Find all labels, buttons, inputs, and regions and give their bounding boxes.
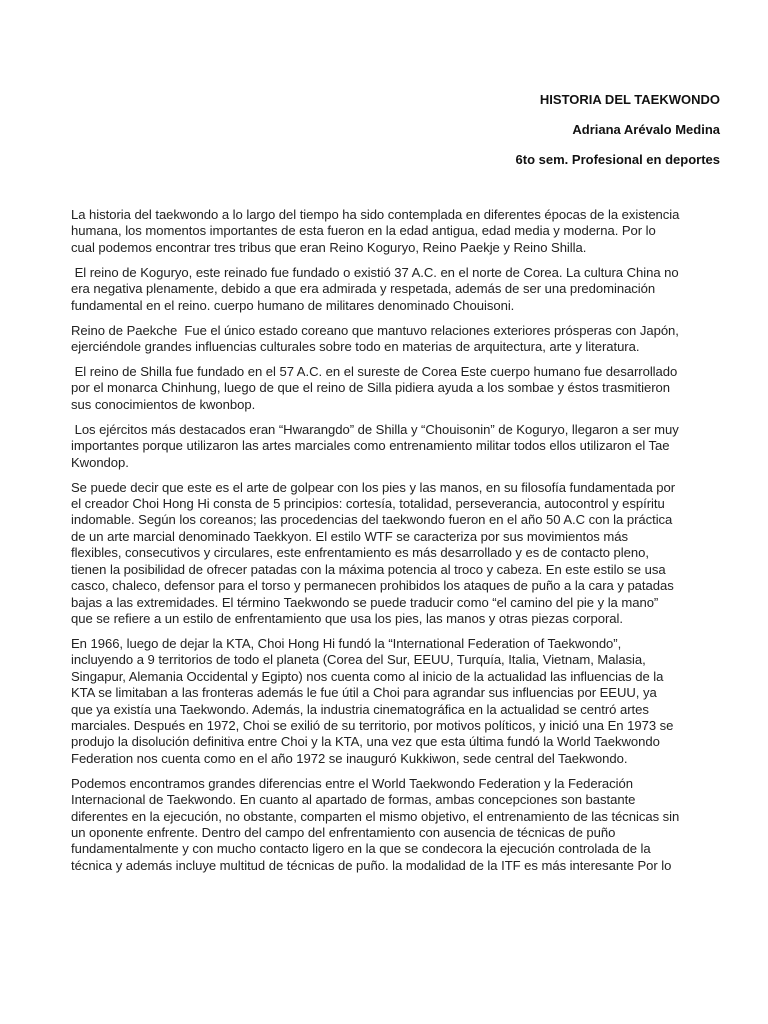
document-header [516,92,720,167]
document-title: HISTORIA DEL TAEKWONDO [539,92,720,107]
paragraph-paekche: Reino de Paekche Fue el único estado coreano que mantuvo relaciones exteriores prósperas con Japón, ejerciéndole grandes influencias culturales sobre todo en materias de arquitectura, arte y literatura. [71,322,679,355]
paragraph-itf-founding: En 1966, luego de dejar la KTA, Choi Hong Hi fundó la “International Federation of Taekwondo”, incluyendo a 9 territorios de todo el planeta (Corea del Sur, EEUU, Turquía, Italia, Vietnam, Malasia, Singapur, Alemania Occidental y Egipto) nos cuenta como al inicio de la actualidad las influencias de la KTA se limitaban a las fronteras además le fue útil a Choi para agrandar sus influencias por EEUU, ya que ya existía una Taekwondo. Además, la industria cinematográfica en la actualidad se centró artes marciales. Después en 1972, Choi se exilió de su territorio, por motivos políticos, y inició una En 1973 se produjo la disolución definitiva entre Choi y la KTA, una vez que esta última fundó la World Taekwondo Federation nos cuenta como en el año 1972 se inauguró Kukkiwon, sede central del Taekwondo. [71,635,674,766]
paragraph-koguryo: El reino de Koguryo, este reinado fue fundado o existió 37 A.C. en el norte de Corea. La cultura China no era negativa plenamente, debido a que era admirada y respetada, además de ser una predominación fundamental en el reino. cuerpo humano de militares denominado Chouisoni. [71,264,679,313]
paragraph-intro: La historia del taekwondo a lo largo del tiempo ha sido contemplada en diferentes épocas de la existencia humana, los momentos importantes de esta fueron en la edad antigua, edad media y moderna. Por lo cual podemos encontrar tres tribus que eran Reino Koguryo, Reino Paekje y Reino Shilla. [71,207,680,255]
paragraph-armies: Los ejércitos más destacados eran “Hwarangdo” de Shilla y “Chouisonin” de Koguryo, llegaron a ser muy importantes porque utilizaron las artes marciales como entrenamiento militar todos ellos utilizaron el Tae Kwondop. [71,421,679,470]
paragraph-philosophy: Se puede decir que este es el arte de golpear con los pies y las manos, en su filosofía fundamentada por el creador Choi Hong Hi consta de 5 principios: cortesía, totalidad, perseverancia, autocontrol y espíritu indomable. Según los coreanos; las procedencias del taekwondo fueron en el año 50 A.C con la práctica de un arte marcial denominado Taekkyon. El estilo WTF se caracteriza por sus movimientos más flexibles, consecutivos y circulares, este enfrentamiento es más desarrollado y es de contacto pleno, tienen la posibilidad de ofrecer patadas con la máxima potencia al troco y cabeza. En este estilo se usa casco, chaleco, defensor para el torso y permanecen prohibidos los ataques de puño a la cara y patadas bajas a las extremidades. El término Taekwondo se puede traducir como “el camino del pie y la mano” que se refiere a un estilo de enfrentamiento que usa los pies, las manos y otras piezas corporal. [71,479,676,626]
paragraph-differences: Podemos encontramos grandes diferencias entre el World Taekwondo Federation y la Federación Internacional de Taekwondo. En cuanto al apartado de formas, ambas concepciones son bastante diferentes en la ejecución, no obstante, comparten el mismo objetivo, el entrenamiento de las técnicas sin un oponente enfrente. Dentro del campo del enfrentamiento con ausencia de técnicas de puño fundamentalmente y con mucho contacto ligero en la que se condecora la ejecución controlada de la técnica y además incluye multitud de técnicas de puño. la modalidad de la ITF es más interesante Por lo [71,775,680,873]
author-name: Adriana Arévalo Medina [572,122,720,137]
paragraph-shilla: El reino de Shilla fue fundado en el 57 A.C. en el sureste de Corea Este cuerpo humano fue desarrollado por el monarca Chinhung, luego de que el reino de Silla pidiera ayuda a los sombae y éstos trasmitieron sus conocimientos de kwonbop. [71,364,678,412]
author-program: 6to sem. Profesional en deportes [515,152,720,167]
document-body [71,207,731,883]
